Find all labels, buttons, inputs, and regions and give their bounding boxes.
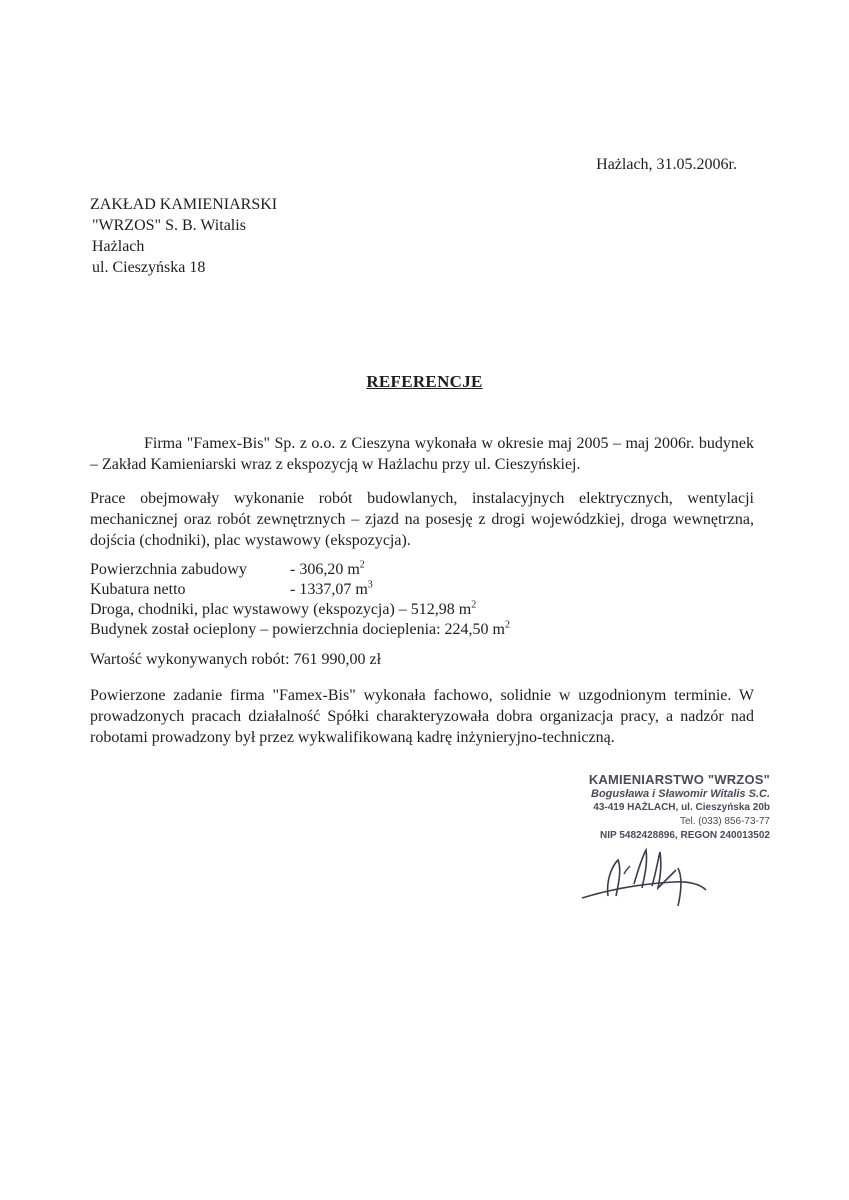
works-value: Wartość wykonywanych robót: 761 990,00 zł (90, 651, 382, 668)
metric-row (90, 560, 510, 580)
paragraph-scope: Prace obejmowały wykonanie robót budowlanych, instalacyjnych elektrycznych, wentylacji mechanicznej oraz robót zewnętrznych – zjazd na posesję z drogi wojewódzkiej, droga wewnętrzna, dojścia (chodniki), plac wystawowy (ekspozycja). (90, 490, 754, 549)
metric-value: - 1337,07 m (290, 581, 368, 598)
metric-row (90, 600, 510, 620)
metric-unit-exponent: 2 (505, 619, 510, 631)
stamp-tax-ids: NIP 5482428896, REGON 240013502 (600, 830, 770, 841)
issuer-address (90, 194, 277, 278)
stamp-owners: Bogusława i Sławomir Witalis S.C. (591, 788, 770, 800)
document-title: REFERENCJE (366, 372, 483, 391)
metric-label: Droga, chodniki, plac wystawowy (ekspozycja) – 512,98 m (90, 601, 472, 618)
issuer-street: ul. Cieszyńska 18 (92, 259, 206, 276)
stamp-phone: Tel. (033) 856-73-77 (679, 816, 770, 827)
paragraph-intro: Firma "Famex-Bis" Sp. z o.o. z Cieszyna wykonała w okresie maj 2005 – maj 2006r. budynek – Zakład Kamieniarski wraz z ekspozycją w Hażlachu przy ul. Cieszyńskiej. (90, 435, 754, 473)
handwritten-signature (578, 840, 718, 915)
metric-row (90, 580, 510, 600)
company-stamp (580, 773, 770, 843)
metric-row (90, 620, 510, 640)
metric-unit-exponent: 2 (471, 599, 477, 611)
issuer-owner: "WRZOS" S. B. Witalis (92, 217, 246, 234)
metric-label: Budynek został ocieplony – powierzchnia docieplenia: 224,50 m (90, 621, 505, 638)
metric-label: Kubatura netto (90, 581, 186, 598)
metric-value: - 306,20 m (290, 561, 360, 578)
stamp-company-name: KAMIENIARSTWO "WRZOS" (588, 772, 770, 787)
metrics-list (90, 560, 510, 640)
issuer-city: Hażlach (92, 238, 145, 255)
stamp-address: 43-419 HAŻLACH, ul. Cieszyńska 20b (593, 802, 770, 813)
metric-label: Powierzchnia zabudowy (90, 561, 247, 578)
metric-unit-exponent: 3 (367, 579, 373, 591)
issuer-name: ZAKŁAD KAMIENIARSKI (90, 196, 278, 213)
metric-unit-exponent: 2 (359, 559, 365, 571)
date-line: Hażlach, 31.05.2006r. (596, 156, 737, 173)
paragraph-assessment: Powierzone zadanie firma "Famex-Bis" wykonała fachowo, solidnie w uzgodnionym terminie. W prowadzonych pracach działalność Spółki charakteryzowała dobra organizacja pracy, a nadzór nad robotami prowadzony był przez wykwalifikowaną kadrę inżynieryjno-techniczną. (90, 687, 754, 746)
